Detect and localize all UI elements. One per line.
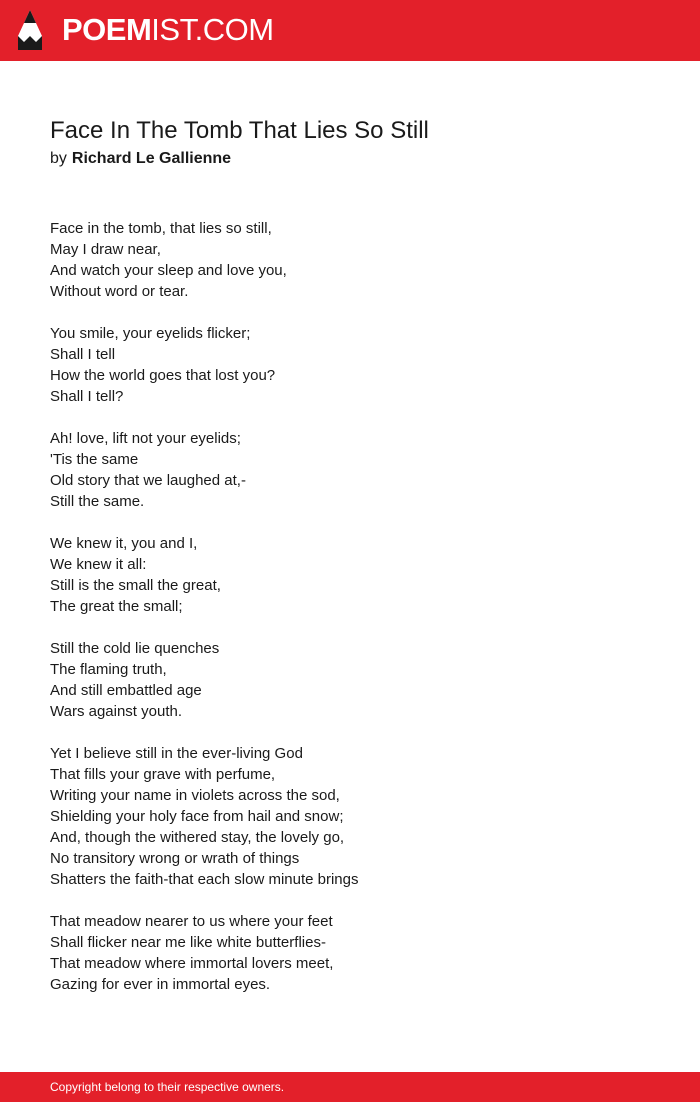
poem-line: Old story that we laughed at,- <box>50 472 246 489</box>
poem-line: That meadow nearer to us where your feet <box>50 913 333 930</box>
poem-line: 'Tis the same <box>50 451 139 468</box>
poem-line: Yet I believe still in the ever-living God <box>50 745 303 762</box>
poem-line: We knew it, you and I, <box>50 535 198 552</box>
poem-line: Writing your name in violets across the sod, <box>50 787 340 804</box>
stanza <box>50 428 650 512</box>
poem-line: The flaming truth, <box>50 661 167 678</box>
site-header <box>0 0 700 61</box>
byline <box>50 148 231 170</box>
poem-line: Gazing for ever in immortal eyes. <box>50 976 271 993</box>
poem-line: And, though the withered stay, the lovely go, <box>50 829 345 846</box>
poem-line: And still embattled age <box>50 682 202 699</box>
poem-line: Shall flicker near me like white butterflies- <box>50 934 326 951</box>
poem-line: We knew it all: <box>50 556 147 573</box>
poem-line: Shall I tell <box>50 346 116 363</box>
poem-line: Still the cold lie quenches <box>50 640 220 657</box>
poem-line: Ah! love, lift not your eyelids; <box>50 430 241 447</box>
poem-line: Still the same. <box>50 493 145 510</box>
stanza <box>50 218 650 302</box>
poem-line: Face in the tomb, that lies so still, <box>50 220 272 237</box>
poem-line: That meadow where immortal lovers meet, <box>50 955 334 972</box>
stanza <box>50 323 650 407</box>
poem-line: The great the small; <box>50 598 183 615</box>
poem-line: Without word or tear. <box>50 283 189 300</box>
site-logo[interactable] <box>62 12 274 48</box>
logo-text-bold: POEM <box>62 12 152 47</box>
poem-line: Wars against youth. <box>50 703 183 720</box>
poem-body <box>50 218 650 1016</box>
poem-line: May I draw near, <box>50 241 161 258</box>
stanza <box>50 638 650 722</box>
logo-text-light: IST.COM <box>151 12 274 47</box>
poem-line: No transitory wrong or wrath of things <box>50 850 300 867</box>
poem-line: You smile, your eyelids flicker; <box>50 325 251 342</box>
copyright-text: Copyright belong to their respective owners. <box>50 1080 285 1094</box>
poem-line: Still is the small the great, <box>50 577 221 594</box>
pencil-icon[interactable] <box>17 9 43 51</box>
stanza <box>50 743 650 890</box>
poem-line: Shall I tell? <box>50 388 124 405</box>
poem-title: Face In The Tomb That Lies So Still <box>50 117 429 144</box>
author-name[interactable]: Richard Le Gallienne <box>71 150 232 167</box>
poem-line: Shielding your holy face from hail and snow; <box>50 808 344 825</box>
poem-line: How the world goes that lost you? <box>50 367 276 384</box>
site-footer <box>0 1072 700 1102</box>
poem-line: Shatters the faith-that each slow minute brings <box>50 871 359 888</box>
poem-line: And watch your sleep and love you, <box>50 262 287 279</box>
stanza <box>50 911 650 995</box>
poem-line: That fills your grave with perfume, <box>50 766 276 783</box>
by-label: by <box>50 150 67 167</box>
stanza <box>50 533 650 617</box>
